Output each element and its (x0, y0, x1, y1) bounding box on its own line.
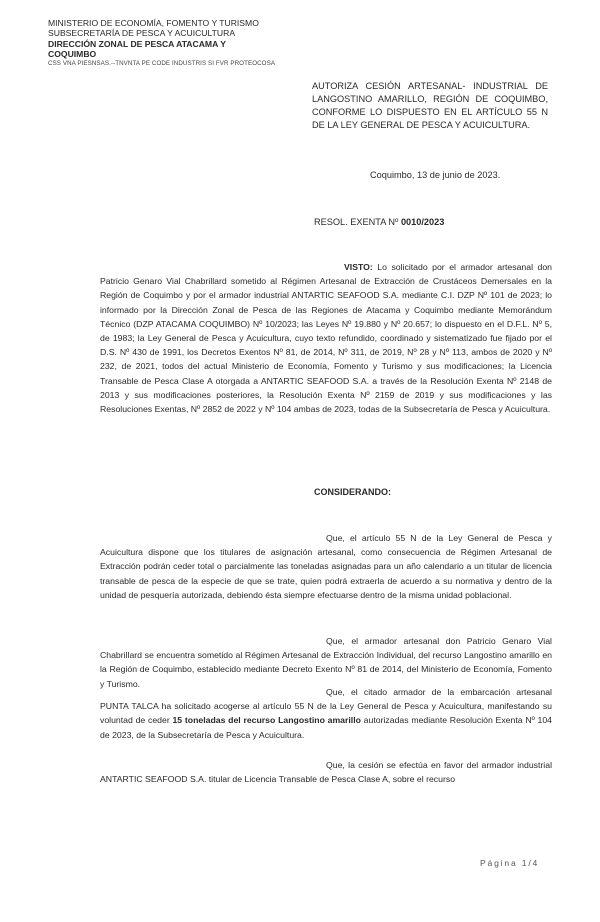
subsecretariat-name: SUBSECRETARÍA DE PESCA Y ACUICULTURA (48, 28, 236, 39)
ministry-name: MINISTERIO DE ECONOMÍA, FOMENTO Y TURISMO (48, 18, 259, 28)
visto-paragraph (100, 260, 552, 416)
office-code-line: CSS VNA PIESNSAS.--TNVNTA PE CODE INDUSTRIS SI FVR PROTEOCOSA (48, 59, 276, 67)
considerando-paragraph-2: Que, el armador artesanal don Patricio Genaro Vial Chabrillard se encuentra sometido al Régimen Artesanal de Extracción Individual, del recurso Langostino amarillo en la Región de Coquimbo, establecido mediante Decreto Exento Nº 81 de 2014, del Ministerio de Economía, Fomento y Turismo. (100, 636, 552, 689)
p3-text-start: Que, el citado armador de la embarcación artesanal PUNTA TALCA ha solicitado acogerse al artículo 55 N de la Ley General de Pesca y Acuicultura, manifestando su voluntad de ceder (100, 687, 552, 726)
directorate-name-cont: COQUIMBO (48, 49, 97, 60)
considerando-paragraph-1: Que, el artículo 55 N de la Ley General de Pesca y Acuicultura dispone que los titulares de asignación artesanal, como consecuencia de Régimen Artesanal de Extracción podrán ceder total o parcialmente las toneladas asignadas para un año calendario a un titular de licencia transable de pesca de la especie de que se trate, quien podrá extraerla de acuerdo a su normativa y dentro de la unidad de pesquería autorizada, debiendo ésta siempre efectuarse dentro de la misma unidad poblacional. (100, 533, 552, 600)
directorate-name: DIRECCIÓN ZONAL DE PESCA ATACAMA Y (48, 38, 226, 49)
resolution-number (314, 217, 444, 227)
considerando-paragraph-4: Que, la cesión se efectúa en favor del armador industrial ANTARTIC SEAFOOD S.A. titular de Licencia Transable de Pesca Clase A, sobre el recurso (100, 760, 552, 785)
letterhead (48, 18, 288, 68)
visto-label: VISTO: (344, 262, 373, 272)
p3-quota-bold: 15 toneladas del recurso Langostino amarillo (172, 715, 361, 726)
document-date: Coquimbo, 13 de junio de 2023. (370, 170, 501, 180)
resolution-id: 0010/2023 (400, 217, 445, 227)
considerando-paragraph-3 (100, 685, 552, 742)
reference-summary: AUTORIZA CESIÓN ARTESANAL- INDUSTRIAL DE LANGOSTINO AMARILLO, REGIÓN DE COQUIMBO, CONFORME LO DISPUESTO EN EL ARTÍCULO 55 N DE LA LEY GENERAL DE PESCA Y ACUICULTURA. (312, 81, 548, 130)
resolution-label: RESOL. EXENTA Nº (314, 217, 399, 227)
p3-text-end: autorizadas mediante Resolución Exenta Nº 104 de 2023, de la Subsecretaría de Pesca y Acuicultura. (100, 715, 552, 740)
visto-text: Lo solicitado por el armador artesanal don Patricio Genaro Vial Chabrillard sometido al Régimen Artesanal de Extracción de Crustáceos Demersales en la Región de Coquimbo y por el armador industrial ANTARTIC SEAFOOD S.A. mediante C.I. DZP Nº 101 de 2023; lo informado por la Dirección Zonal de Pesca de las Regiones de Atacama y Coquimbo mediante Memorándum Técnico (DZP ATACAMA COQUIMBO) Nº 10/2023; las Leyes Nº 19.880 y Nº 20.657; lo dispuesto en el D.F.L. Nº 5, de 1983; la Ley General de Pesca y Acuicultura, cuyo texto refundido, coordinado y sistematizado fue fijado por el D.S. Nº 430 de 1991, los Decretos Exentos Nº 81, de 2014, Nº 311, de 2019, Nº 28 y Nº 113, ambos de 2020 y Nº 232, de 2021, todos del actual Ministerio de Economía, Fomento y Turismo y sus modificaciones; la Licencia Transable de Pesca Clase A otorgada a ANTARTIC SEAFOOD S.A. a través de la Resolución Exenta Nº 2148 de 2013 y sus modificaciones posteriores, la Resolución Exenta Nº 2159 de 2019 y sus modificaciones y las Resoluciones Exentas, Nº 2852 de 2022 y Nº 104 ambas de 2023, todas de la Subsecretaría de Pesca y Acuicultura. (100, 262, 552, 415)
page-number: Página 1/4 (480, 858, 540, 868)
considerando-heading: CONSIDERANDO: (314, 487, 392, 497)
